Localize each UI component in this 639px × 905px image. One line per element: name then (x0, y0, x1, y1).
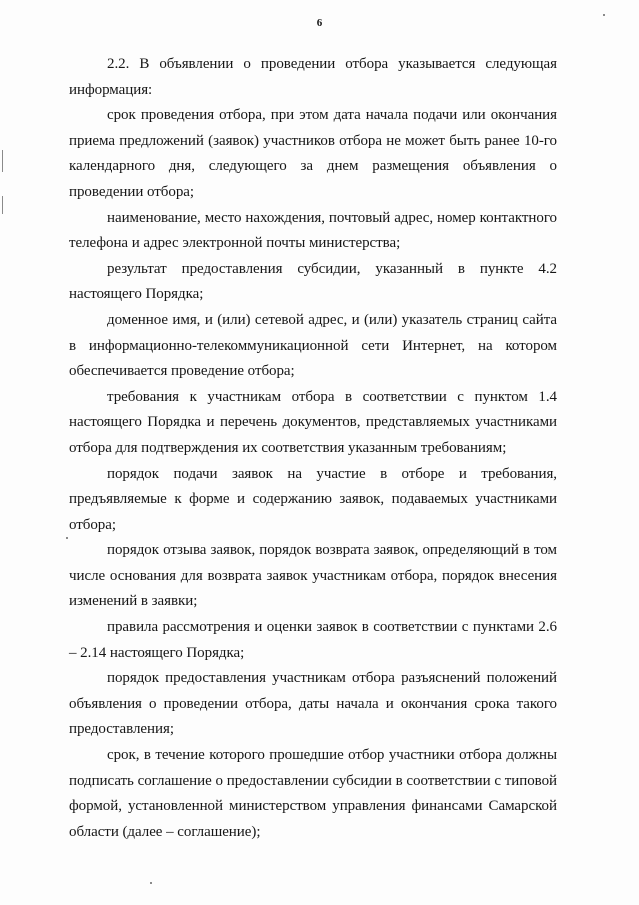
paragraph-subsidy-result: результат предоставления субсидии, указанный в пункте 4.2 настоящего Порядка; (69, 260, 557, 303)
paragraph-evaluation-rules: правила рассмотрения и оценки заявок в соответствии с пунктами 2.6 – 2.14 настоящего Порядка; (69, 619, 557, 661)
paragraph-application-procedure: порядок подачи заявок на участие в отборе и требования, предъявляемые к форме и содержанию заявок, подаваемых участниками отбора; (69, 465, 557, 533)
scan-mark (603, 14, 605, 16)
paragraph-2-2-intro: 2.2. В объявлении о проведении отбора указывается следующая информация: (69, 56, 557, 98)
scan-mark (2, 196, 3, 214)
paragraph-selection-period: срок проведения отбора, при этом дата начала подачи или окончания приема предложений (заявок) участников отбора не может быть ранее 10-го календарного дня, следующего за днем размещения объявления о проведении отбора; (69, 107, 557, 200)
paragraph-clarifications: порядок предоставления участникам отбора разъяснений положений объявления о проведении отбора, даты начала и окончания срока такого предоставления; (69, 670, 557, 738)
document-body (69, 52, 557, 845)
paragraph-website: доменное имя, и (или) сетевой адрес, и (или) указатель страниц сайта в информационно-телекоммуникационной сети Интернет, на котором обеспечивается проведение отбора; (69, 311, 557, 380)
paragraph-participant-requirements: требования к участникам отбора в соответствии с пунктом 1.4 настоящего Порядка и перечень документов, представляемых участниками отбора для подтверждения их соответствия указанным требованиям; (69, 388, 557, 456)
paragraph-ministry-contacts: наименование, место нахождения, почтовый адрес, номер контактного телефона и адрес электронной почты министерства; (69, 209, 557, 252)
page-number: 6 (316, 17, 323, 29)
paragraph-withdrawal-procedure: порядок отзыва заявок, порядок возврата заявок, определяющий в том числе основания для возврата заявок участникам отбора, порядок внесения изменений в заявки; (69, 542, 557, 610)
paragraph-agreement-deadline: срок, в течение которого прошедшие отбор участники отбора должны подписать соглашение о предоставлении субсидии в соответствии с типовой формой, установленной министерством управления финансами Самарской области (далее – соглашение); (69, 747, 557, 840)
scan-mark (66, 537, 68, 539)
scan-mark (150, 882, 152, 884)
scan-mark (2, 150, 3, 172)
